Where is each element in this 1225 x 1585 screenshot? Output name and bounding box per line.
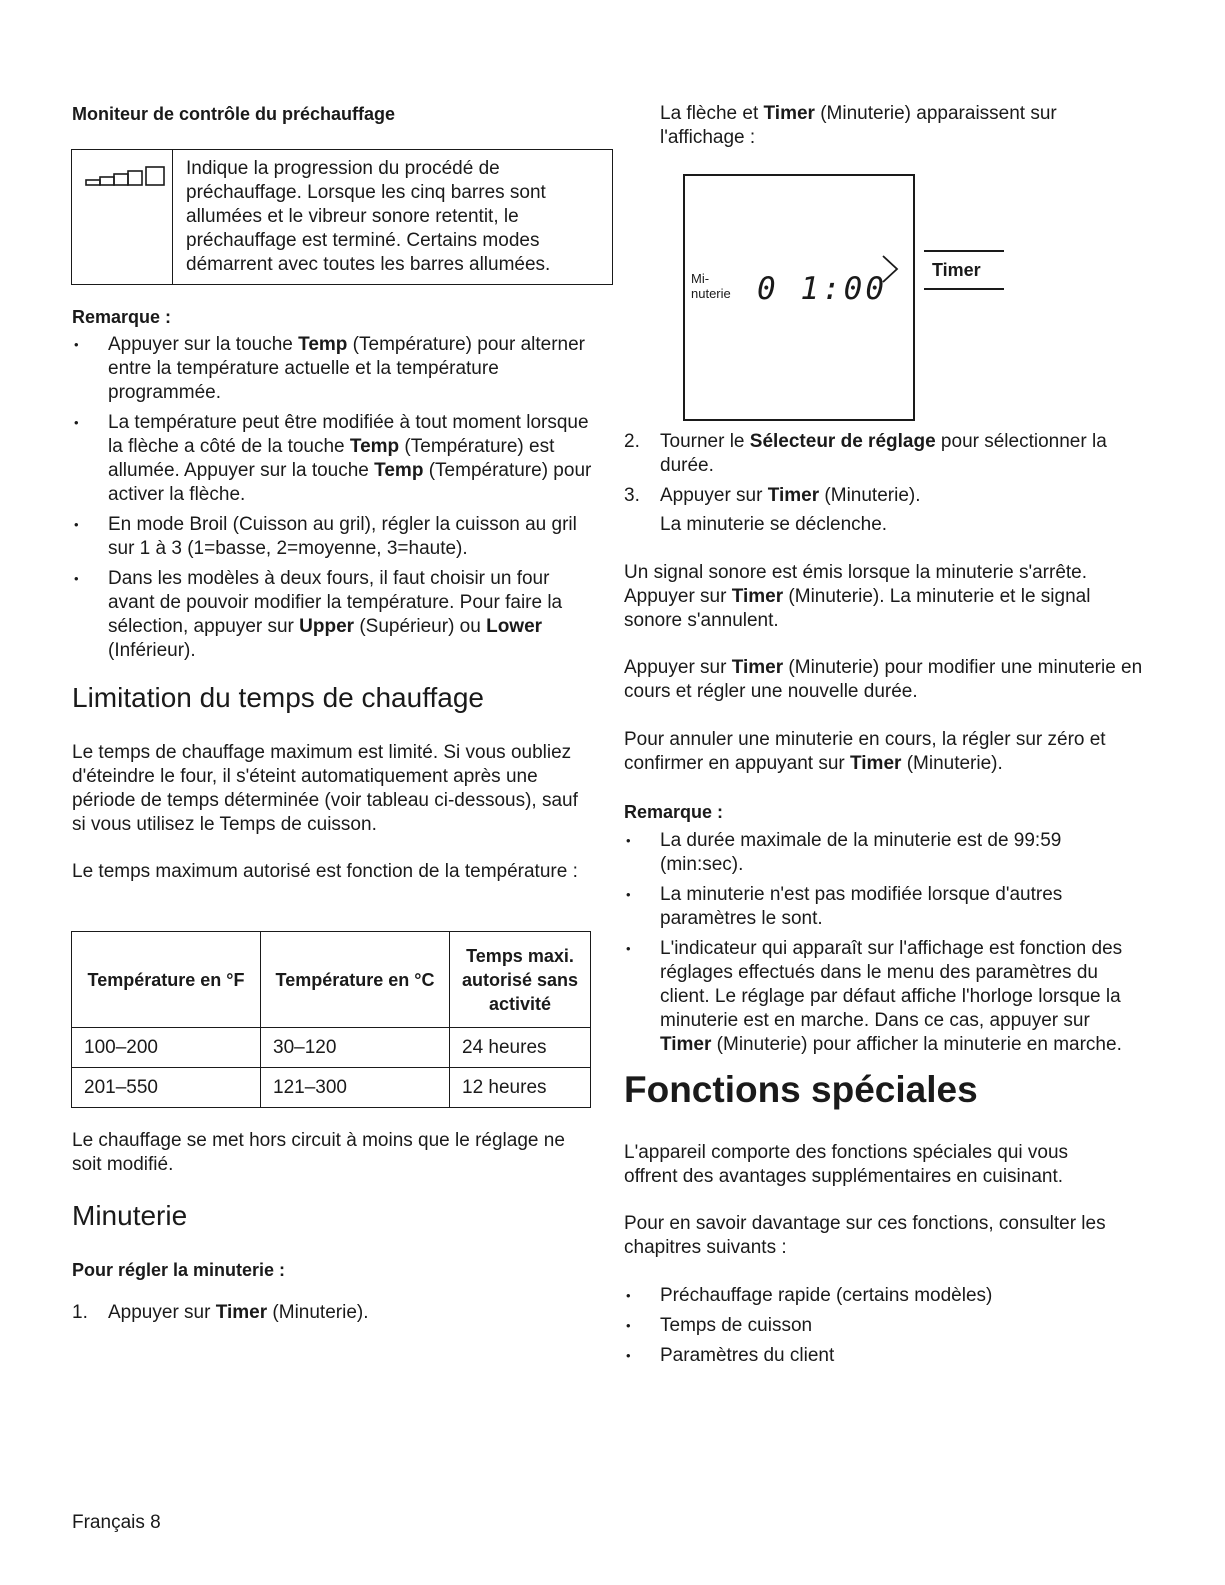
step-number: 1. (72, 1302, 88, 1323)
arrow-timer-text: La flèche et Timer (Minuterie) apparaissent sur l'affichage : (660, 103, 1057, 148)
limitation-paragraph-2: Le temps maximum autorisé est fonction de la température : (72, 861, 578, 882)
step-3: 3. Appuyer sur Timer (Minuterie). La minuterie se déclenche. (624, 484, 1134, 537)
remarque-heading-2: Remarque : (624, 802, 724, 822)
list-item: • En mode Broil (Cuisson au gril), régler la cuisson au gril sur 1 à 3 (1=basse, 2=moyenne, 3=haute). (72, 513, 592, 561)
preheat-description: Indique la progression du procédé de préchauffage. Lorsque les cinq barres sont allumées et le vibreur sonore retentit, le préchauffage est terminé. Certains modes démarrent avec toutes les barres allumées. (186, 158, 551, 275)
remarque-heading: Remarque : (72, 307, 172, 327)
column-header: Température en °F (72, 932, 261, 1028)
table-cell: 100–200 (72, 1028, 261, 1068)
list-item: • Préchauffage rapide (certains modèles) (624, 1284, 1144, 1308)
display-time: 0 1:00 (757, 271, 887, 307)
temperature-table (71, 931, 591, 1108)
list-item: • La durée maximale de la minuterie est de 99:59 (min:sec). (624, 829, 1144, 877)
table-row (72, 1068, 591, 1108)
remarque-list (72, 333, 592, 663)
limitation-heading: Limitation du temps de chauffage (72, 682, 484, 713)
table-cell: 121–300 (261, 1068, 450, 1108)
cancel-paragraph: Pour annuler une minuterie en cours, la régler sur zéro et confirmer en appuyant sur Timer (Minuterie). (624, 729, 1106, 774)
step-number: 2. (624, 431, 640, 452)
fonctions-heading: Fonctions spéciales (624, 1069, 978, 1110)
list-item: • Paramètres du client (624, 1344, 1144, 1368)
step-3-result: La minuterie se déclenche. (660, 514, 888, 535)
table-cell: 24 heures (450, 1028, 591, 1068)
table-row (72, 1028, 591, 1068)
page-footer: Français 8 (72, 1512, 161, 1533)
minuterie-heading: Minuterie (72, 1200, 188, 1231)
timer-key[interactable] (924, 250, 1004, 290)
list-item: • Appuyer sur la touche Temp (Température) pour alterner entre la température actuelle et la température programmée. (72, 333, 592, 405)
table-cell: 201–550 (72, 1068, 261, 1108)
step-2: 2. Tourner le Sélecteur de réglage pour sélectionner la durée. (624, 431, 1107, 476)
timer-key-label: Timer (932, 260, 981, 280)
fonctions-paragraph: L'appareil comporte des fonctions spéciales qui vous offrent des avantages supplémentaires en cuisinant. (624, 1142, 1069, 1187)
list-item: • La température peut être modifiée à tout moment lorsque la flèche a côté de la touche Temp (Température) est allumée. Appuyer sur la touche Temp (Température) pour activer la flèche. (72, 411, 592, 507)
fonctions-list (624, 1284, 1144, 1368)
preheat-info-box (71, 149, 613, 285)
step-1: 1. Appuyer sur Timer (Minuterie). (72, 1302, 369, 1323)
preheat-icon-cell (72, 150, 173, 284)
list-item: • Temps de cuisson (624, 1314, 1144, 1338)
signal-paragraph: Un signal sonore est émis lorsque la minuterie s'arrête. Appuyer sur Timer (Minuterie). La minuterie et le signal sonore s'annulent. (624, 562, 1091, 631)
minuterie-subheading: Pour régler la minuterie : (72, 1260, 286, 1280)
column-header: Temps maxi. autorisé sans activité (450, 932, 591, 1028)
table-cell: 30–120 (261, 1028, 450, 1068)
preheat-bars-icon (84, 164, 168, 188)
preheat-heading: Moniteur de contrôle du préchauffage (72, 104, 396, 124)
remarque-list-2 (624, 829, 1144, 1057)
arrow-right-icon (879, 254, 901, 284)
list-item: • La minuterie n'est pas modifiée lorsque d'autres paramètres le sont. (624, 883, 1144, 931)
column-header: Température en °C (261, 932, 450, 1028)
limitation-paragraph-3: Le chauffage se met hors circuit à moins que le réglage ne soit modifié. (72, 1130, 565, 1175)
timer-display (683, 174, 915, 421)
list-item: • Dans les modèles à deux fours, il faut choisir un four avant de pouvoir modifier la température. Pour faire la sélection, appuyer sur Upper (Supérieur) ou Lower (Inférieur). (72, 567, 592, 663)
limitation-paragraph: Le temps de chauffage maximum est limité. Si vous oubliez d'éteindre le four, il s'éteint automatiquement après une période de temps déterminée (voir tableau ci-dessous), sauf si vous utilisez le Temps de cuisson. (72, 742, 578, 835)
step-number: 3. (624, 485, 640, 506)
fonctions-paragraph-2: Pour en savoir davantage sur ces fonctions, consulter les chapitres suivants : (624, 1213, 1106, 1258)
list-item: • L'indicateur qui apparaît sur l'affichage est fonction des réglages effectués dans le menu des paramètres du client. Le réglage par défaut affiche l'horloge lorsque la minuterie est en marche. Dans ce cas, appuyer sur Timer (Minuterie) pour afficher la minuterie en marche. (624, 937, 1144, 1057)
table-cell: 12 heures (450, 1068, 591, 1108)
display-label: Mi- nuterie (691, 271, 731, 301)
modify-paragraph: Appuyer sur Timer (Minuterie) pour modifier une minuterie en cours et régler une nouvelle durée. (624, 657, 1143, 702)
